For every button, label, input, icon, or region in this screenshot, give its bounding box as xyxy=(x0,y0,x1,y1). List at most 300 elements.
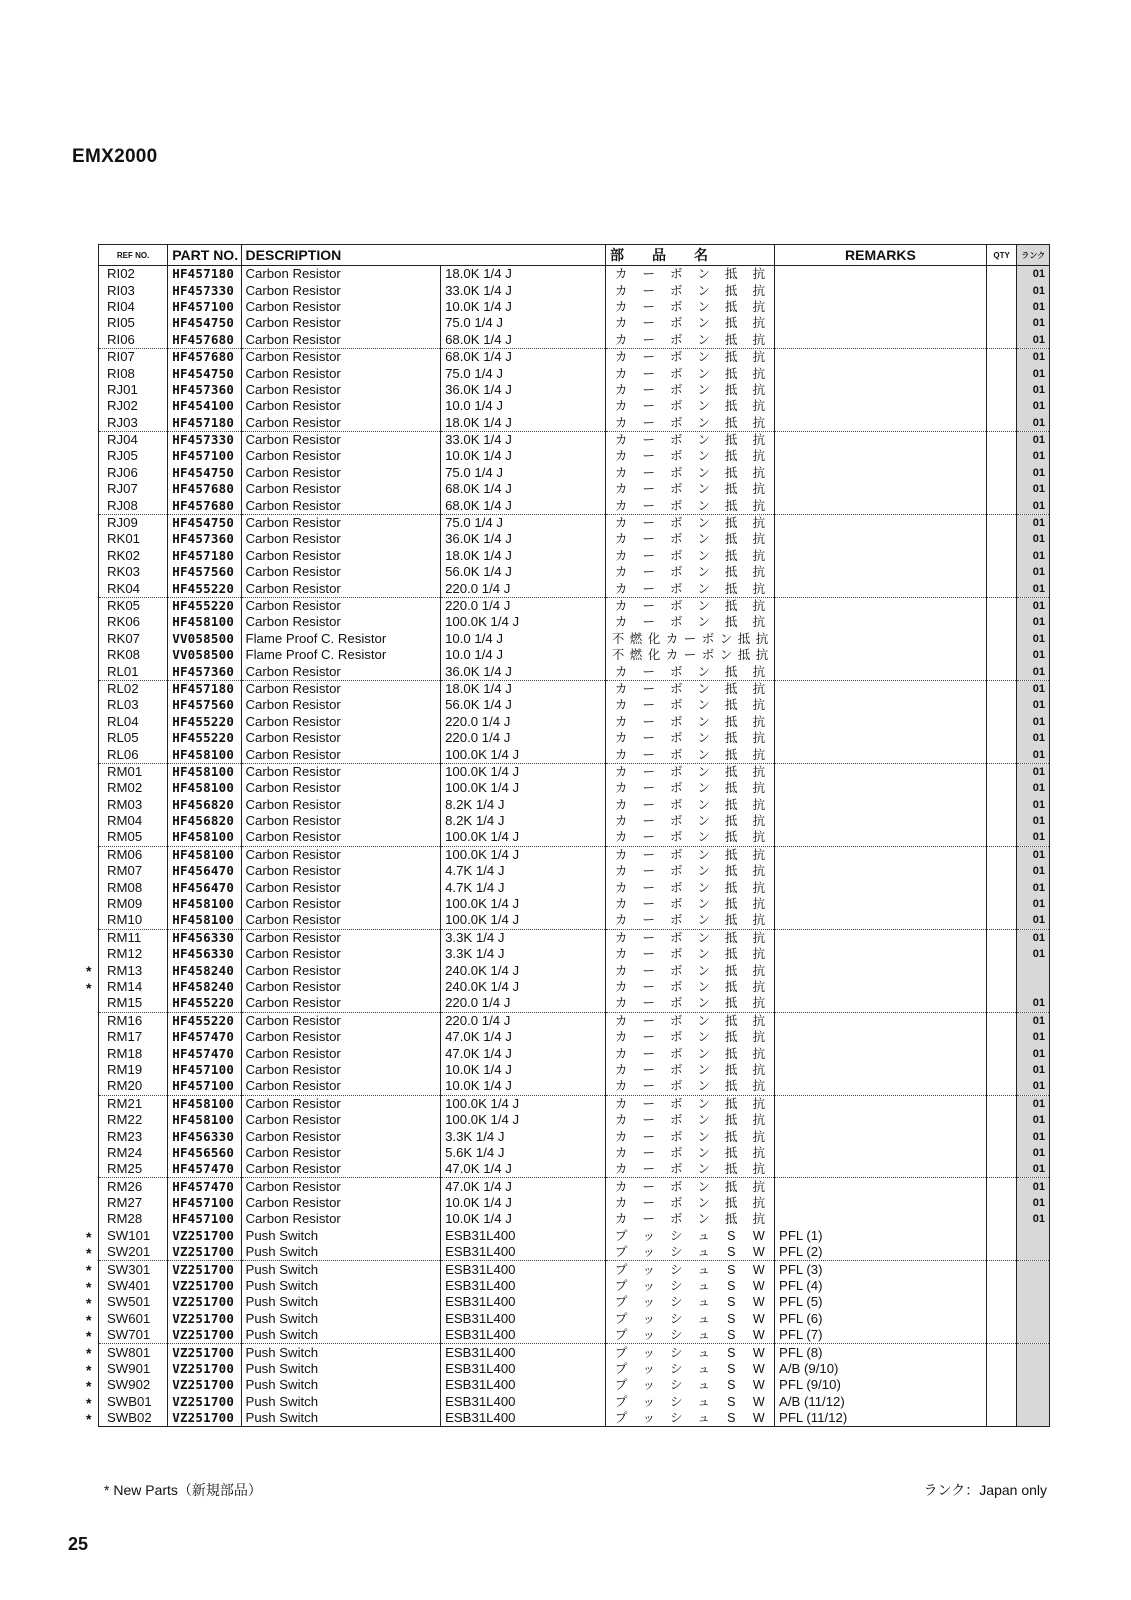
qty-cell xyxy=(986,266,1017,283)
part-no-cell: HF457100 xyxy=(168,1078,241,1095)
japanese-name-text: カ ー ボ ン 抵 抗 xyxy=(614,781,766,796)
japanese-name-cell xyxy=(606,1045,775,1061)
description-cell: Carbon Resistor xyxy=(241,1211,441,1227)
remarks-cell xyxy=(775,1161,987,1178)
part-no-cell: VZ251700 xyxy=(168,1361,241,1377)
description-cell: Carbon Resistor xyxy=(241,448,441,464)
remarks-cell xyxy=(775,564,987,580)
value-cell: 240.0K 1/4 J xyxy=(441,979,606,995)
part-no-cell: HF457470 xyxy=(168,1161,241,1178)
japanese-name-cell xyxy=(606,1377,775,1393)
part-no-cell: HF457180 xyxy=(168,680,241,697)
new-part-marker: * xyxy=(86,1361,92,1378)
qty-cell xyxy=(986,597,1017,614)
part-no-cell: VZ251700 xyxy=(168,1311,241,1327)
ref-no-cell: SW101 xyxy=(107,1227,151,1243)
japanese-name-text: プ ッ シ ュ S W xyxy=(614,1262,765,1277)
description-cell: Carbon Resistor xyxy=(241,780,441,796)
part-no-cell: VV058500 xyxy=(168,647,241,663)
qty-cell xyxy=(986,1228,1017,1244)
qty-cell xyxy=(986,580,1017,597)
part-no-cell: HF457470 xyxy=(168,1178,241,1195)
ref-no-cell: RM01 xyxy=(107,763,143,779)
japanese-name-text: カ ー ボ ン 抵 抗 xyxy=(614,498,766,513)
japanese-name-text: カ ー ボ ン 抵 抗 xyxy=(614,747,766,762)
rank-cell: 01 xyxy=(1017,481,1050,497)
japanese-name-text: カ ー ボ ン 抵 抗 xyxy=(614,864,766,879)
table-row xyxy=(99,1261,1050,1278)
ref-no-cell: SW201 xyxy=(99,1244,168,1261)
value-cell: 8.2K 1/4 J xyxy=(441,813,606,829)
table-row xyxy=(99,282,1050,298)
qty-cell xyxy=(986,1029,1017,1045)
value-cell: 220.0 1/4 J xyxy=(441,730,606,746)
description-cell: Carbon Resistor xyxy=(241,929,441,946)
ref-no-cell: RI08 xyxy=(107,365,135,381)
new-part-marker: * xyxy=(86,1228,92,1245)
table-row xyxy=(99,912,1050,929)
description-cell: Carbon Resistor xyxy=(241,680,441,697)
qty-cell xyxy=(986,1410,1017,1427)
value-cell: 100.0K 1/4 J xyxy=(441,896,606,912)
table-row xyxy=(99,979,1050,995)
part-no-cell: HF457180 xyxy=(168,548,241,564)
japanese-name-text: カ ー ボ ン 抵 抗 xyxy=(614,615,766,630)
description-cell: Carbon Resistor xyxy=(241,979,441,995)
qty-cell xyxy=(986,780,1017,796)
part-no-cell: HF457680 xyxy=(168,497,241,514)
part-no-cell: HF457680 xyxy=(168,332,241,349)
japanese-name-cell xyxy=(606,1278,775,1294)
remarks-cell xyxy=(775,465,987,481)
qty-cell xyxy=(986,564,1017,580)
remarks-cell xyxy=(775,912,987,929)
description-cell: Carbon Resistor xyxy=(241,1112,441,1128)
remarks-cell xyxy=(775,995,987,1012)
rank-cell: 01 xyxy=(1017,896,1050,912)
page-number: 25 xyxy=(68,1534,89,1554)
japanese-name-text: カ ー ボ ン 抵 抗 xyxy=(614,366,766,381)
qty-cell xyxy=(986,879,1017,895)
rank-cell: 01 xyxy=(1017,315,1050,331)
new-part-marker: * xyxy=(86,1261,92,1278)
japanese-name-cell xyxy=(606,714,775,730)
remarks-cell xyxy=(775,797,987,813)
table-row xyxy=(99,514,1050,531)
qty-cell xyxy=(986,1062,1017,1078)
ref-no-cell: RI02 xyxy=(107,266,135,282)
japanese-name-cell xyxy=(606,266,775,283)
remarks-cell xyxy=(775,680,987,697)
model-title: EMX2000 xyxy=(72,146,158,167)
japanese-name-text: カ ー ボ ン 抵 抗 xyxy=(614,1062,766,1077)
table-row xyxy=(99,946,1050,962)
japanese-name-cell xyxy=(606,846,775,863)
table-row xyxy=(99,332,1050,349)
value-cell: 75.0 1/4 J xyxy=(441,465,606,481)
part-no-cell: HF456470 xyxy=(168,879,241,895)
remarks-cell xyxy=(775,548,987,564)
value-cell: 100.0K 1/4 J xyxy=(441,614,606,630)
value-cell: 18.0K 1/4 J xyxy=(441,680,606,697)
description-cell: Carbon Resistor xyxy=(241,797,441,813)
japanese-name-cell xyxy=(606,1178,775,1195)
qty-cell xyxy=(986,763,1017,780)
ref-no-cell: RM24 xyxy=(107,1144,143,1160)
ref-no-cell: RK03 xyxy=(107,564,140,580)
japanese-name-cell xyxy=(606,663,775,680)
description-cell: Push Switch xyxy=(241,1377,441,1393)
value-cell: 100.0K 1/4 J xyxy=(441,763,606,780)
rank-cell: 01 xyxy=(1017,1078,1050,1095)
japanese-name-text: 不 燃 化 カ ー ボ ン 抵 抗 xyxy=(611,631,769,646)
qty-cell xyxy=(986,979,1017,995)
qty-cell xyxy=(986,531,1017,547)
value-cell: 220.0 1/4 J xyxy=(441,1012,606,1029)
ref-no-cell: RL04 xyxy=(107,713,139,729)
qty-cell xyxy=(986,465,1017,481)
qty-cell xyxy=(986,548,1017,564)
part-no-cell: HF456470 xyxy=(168,863,241,879)
value-cell: ESB31L400 xyxy=(441,1311,606,1327)
rank-cell: 01 xyxy=(1017,1128,1050,1144)
table-row xyxy=(99,896,1050,912)
description-cell: Carbon Resistor xyxy=(241,497,441,514)
part-no-cell: HF458240 xyxy=(168,962,241,978)
rank-cell: 01 xyxy=(1017,946,1050,962)
rank-cell: 01 xyxy=(1017,1095,1050,1112)
qty-cell xyxy=(986,1012,1017,1029)
qty-cell xyxy=(986,448,1017,464)
value-cell: 5.6K 1/4 J xyxy=(441,1145,606,1161)
part-no-cell: HF458100 xyxy=(168,829,241,846)
ref-no-cell: RM03 xyxy=(107,796,143,812)
part-no-cell: HF457360 xyxy=(168,531,241,547)
remarks-cell xyxy=(775,780,987,796)
description-cell: Push Switch xyxy=(241,1394,441,1410)
table-row xyxy=(99,564,1050,580)
rank-cell: 01 xyxy=(1017,680,1050,697)
japanese-name-text: カ ー ボ ン 抵 抗 xyxy=(614,814,766,829)
ref-no-cell: RJ04 xyxy=(107,432,138,448)
remarks-cell: PFL (1) xyxy=(775,1228,987,1244)
qty-cell xyxy=(986,647,1017,663)
table-row xyxy=(99,597,1050,614)
remarks-cell xyxy=(775,1211,987,1227)
rank-cell: 01 xyxy=(1017,631,1050,647)
value-cell: 36.0K 1/4 J xyxy=(441,382,606,398)
value-cell: 18.0K 1/4 J xyxy=(441,266,606,283)
japanese-name-text: カ ー ボ ン 抵 抗 xyxy=(614,1113,766,1128)
part-no-cell: VZ251700 xyxy=(168,1244,241,1261)
ref-no-cell: RL02 xyxy=(107,680,139,696)
value-cell: 68.0K 1/4 J xyxy=(441,332,606,349)
description-cell: Carbon Resistor xyxy=(241,829,441,846)
value-cell: 100.0K 1/4 J xyxy=(441,1112,606,1128)
japanese-name-cell xyxy=(606,1029,775,1045)
value-cell: ESB31L400 xyxy=(441,1294,606,1310)
japanese-name-cell xyxy=(606,1211,775,1227)
rank-cell xyxy=(1017,1377,1050,1393)
value-cell: 47.0K 1/4 J xyxy=(441,1178,606,1195)
qty-cell xyxy=(986,1311,1017,1327)
japanese-name-cell xyxy=(606,631,775,647)
japanese-name-cell xyxy=(606,1145,775,1161)
table-row xyxy=(99,1095,1050,1112)
japanese-name-text: プ ッ シ ュ S W xyxy=(614,1311,765,1326)
value-cell: ESB31L400 xyxy=(441,1278,606,1294)
description-cell: Carbon Resistor xyxy=(241,746,441,763)
header-jp-name: 部 品 名 xyxy=(606,245,775,266)
description-cell: Carbon Resistor xyxy=(241,846,441,863)
table-row xyxy=(99,1377,1050,1393)
remarks-cell: PFL (11/12) xyxy=(775,1410,987,1427)
part-no-cell: VZ251700 xyxy=(168,1377,241,1393)
table-row xyxy=(99,879,1050,895)
ref-no-cell: RM08 xyxy=(107,879,143,895)
ref-no-cell: SW501 xyxy=(107,1294,151,1310)
table-row xyxy=(99,730,1050,746)
table-row xyxy=(99,1311,1050,1327)
ref-no-cell: RJ05 xyxy=(107,448,138,464)
part-no-cell: HF457360 xyxy=(168,663,241,680)
japanese-name-text: カ ー ボ ン 抵 抗 xyxy=(614,599,766,613)
japanese-name-cell xyxy=(606,315,775,331)
value-cell: ESB31L400 xyxy=(441,1261,606,1278)
japanese-name-cell xyxy=(606,614,775,630)
ref-no-cell: RM07 xyxy=(107,863,143,879)
ref-no-cell: RM12 xyxy=(107,946,143,962)
part-no-cell: HF456330 xyxy=(168,1128,241,1144)
japanese-name-text: カ ー ボ ン 抵 抗 xyxy=(614,930,766,945)
rank-cell: 01 xyxy=(1017,1012,1050,1029)
value-cell: 100.0K 1/4 J xyxy=(441,780,606,796)
table-row xyxy=(99,1012,1050,1029)
table-row xyxy=(99,266,1050,283)
qty-cell xyxy=(986,299,1017,315)
value-cell: ESB31L400 xyxy=(441,1244,606,1261)
table-header-row xyxy=(99,245,1050,266)
description-cell: Push Switch xyxy=(241,1278,441,1294)
remarks-cell xyxy=(775,962,987,978)
remarks-cell xyxy=(775,1029,987,1045)
ref-no-cell: RM27 xyxy=(107,1195,143,1211)
japanese-name-cell xyxy=(606,1161,775,1178)
table-row xyxy=(99,348,1050,365)
header-remarks: REMARKS xyxy=(775,245,987,266)
rank-cell: 01 xyxy=(1017,879,1050,895)
rank-cell xyxy=(1017,979,1050,995)
ref-no-cell: RM20 xyxy=(99,1078,168,1095)
table-row xyxy=(99,398,1050,414)
japanese-name-text: カ ー ボ ン 抵 抗 xyxy=(614,482,766,497)
ref-no-cell: RI03 xyxy=(107,282,135,298)
part-no-cell: HF457360 xyxy=(168,382,241,398)
qty-cell xyxy=(986,1195,1017,1211)
japanese-name-cell xyxy=(606,1361,775,1377)
part-no-cell: VZ251700 xyxy=(168,1261,241,1278)
table-row xyxy=(99,580,1050,597)
qty-cell xyxy=(986,1145,1017,1161)
remarks-cell xyxy=(775,266,987,283)
rank-cell: 01 xyxy=(1017,863,1050,879)
description-cell: Carbon Resistor xyxy=(241,962,441,978)
japanese-name-cell xyxy=(606,863,775,879)
table-row xyxy=(99,1410,1050,1427)
description-cell: Push Switch xyxy=(241,1228,441,1244)
japanese-name-cell xyxy=(606,1012,775,1029)
description-cell: Carbon Resistor xyxy=(241,879,441,895)
rank-cell: 01 xyxy=(1017,846,1050,863)
description-cell: Carbon Resistor xyxy=(241,912,441,929)
rank-cell: 01 xyxy=(1017,398,1050,414)
value-cell: 220.0 1/4 J xyxy=(441,597,606,614)
header-qty: QTY xyxy=(986,245,1017,266)
remarks-cell xyxy=(775,531,987,547)
qty-cell xyxy=(986,797,1017,813)
qty-cell xyxy=(986,1361,1017,1377)
part-no-cell: HF458100 xyxy=(168,1112,241,1128)
rank-cell: 01 xyxy=(1017,663,1050,680)
rank-cell: 01 xyxy=(1017,929,1050,946)
part-no-cell: HF457470 xyxy=(168,1045,241,1061)
japanese-name-text: カ ー ボ ン 抵 抗 xyxy=(614,1096,766,1111)
remarks-cell xyxy=(775,497,987,514)
qty-cell xyxy=(986,946,1017,962)
rank-cell: 01 xyxy=(1017,697,1050,713)
rank-cell xyxy=(1017,1344,1050,1361)
description-cell: Carbon Resistor xyxy=(241,1128,441,1144)
table-row xyxy=(99,431,1050,448)
value-cell: 47.0K 1/4 J xyxy=(441,1045,606,1061)
description-cell: Carbon Resistor xyxy=(241,465,441,481)
remarks-cell xyxy=(775,431,987,448)
ref-no-cell: RM09 xyxy=(107,896,143,912)
remarks-cell xyxy=(775,382,987,398)
qty-cell xyxy=(986,863,1017,879)
remarks-cell xyxy=(775,1045,987,1061)
ref-no-cell: RJ02 xyxy=(107,398,138,414)
japanese-name-text: カ ー ボ ン 抵 抗 xyxy=(614,947,766,962)
table-row xyxy=(99,1361,1050,1377)
description-cell: Push Switch xyxy=(241,1294,441,1310)
value-cell: 33.0K 1/4 J xyxy=(441,431,606,448)
description-cell: Push Switch xyxy=(241,1410,441,1427)
qty-cell xyxy=(986,348,1017,365)
part-no-cell: HF458240 xyxy=(168,979,241,995)
ref-no-cell: RL05 xyxy=(107,730,139,746)
part-no-cell: HF458100 xyxy=(168,846,241,863)
japanese-name-cell xyxy=(606,780,775,796)
ref-no-cell: RK06 xyxy=(107,614,140,630)
japanese-name-text: カ ー ボ ン 抵 抗 xyxy=(614,299,766,314)
part-no-cell: HF455220 xyxy=(168,714,241,730)
description-cell: Carbon Resistor xyxy=(241,398,441,414)
remarks-cell xyxy=(775,614,987,630)
rank-cell: 01 xyxy=(1017,282,1050,298)
table-row xyxy=(99,1294,1050,1310)
rank-cell: 01 xyxy=(1017,382,1050,398)
japanese-name-text: カ ー ボ ン 抵 抗 xyxy=(614,449,766,464)
value-cell: ESB31L400 xyxy=(441,1228,606,1244)
qty-cell xyxy=(986,1211,1017,1227)
description-cell: Carbon Resistor xyxy=(241,1178,441,1195)
remarks-cell xyxy=(775,1178,987,1195)
description-cell: Carbon Resistor xyxy=(241,730,441,746)
japanese-name-cell xyxy=(606,697,775,713)
description-cell: Carbon Resistor xyxy=(241,1029,441,1045)
japanese-name-text: カ ー ボ ン 抵 抗 xyxy=(614,1196,766,1211)
description-cell: Carbon Resistor xyxy=(241,995,441,1012)
table-row xyxy=(99,1161,1050,1178)
japanese-name-cell xyxy=(606,979,775,995)
japanese-name-cell xyxy=(606,995,775,1012)
description-cell: Carbon Resistor xyxy=(241,763,441,780)
japanese-name-cell xyxy=(606,829,775,846)
ref-no-cell: RI07 xyxy=(107,349,135,365)
qty-cell xyxy=(986,365,1017,381)
qty-cell xyxy=(986,746,1017,763)
ref-no-cell: RM22 xyxy=(107,1112,143,1128)
japanese-name-text: カ ー ボ ン 抵 抗 xyxy=(614,698,766,713)
part-no-cell: HF454750 xyxy=(168,514,241,531)
part-no-cell: HF454750 xyxy=(168,365,241,381)
description-cell: Flame Proof C. Resistor xyxy=(241,647,441,663)
remarks-cell xyxy=(775,580,987,597)
japanese-name-text: カ ー ボ ン 抵 抗 xyxy=(614,880,766,895)
rank-cell: 01 xyxy=(1017,1195,1050,1211)
value-cell: 100.0K 1/4 J xyxy=(441,1095,606,1112)
table-row xyxy=(99,1344,1050,1361)
japanese-name-cell xyxy=(606,647,775,663)
part-no-cell: HF457180 xyxy=(168,415,241,432)
part-no-cell: HF456820 xyxy=(168,813,241,829)
description-cell: Carbon Resistor xyxy=(241,1045,441,1061)
japanese-name-cell xyxy=(606,548,775,564)
value-cell: 10.0 1/4 J xyxy=(441,647,606,663)
description-cell: Carbon Resistor xyxy=(241,614,441,630)
rank-cell: 01 xyxy=(1017,813,1050,829)
value-cell: 10.0K 1/4 J xyxy=(441,1062,606,1078)
rank-cell: 01 xyxy=(1017,564,1050,580)
japanese-name-text: カ ー ボ ン 抵 抗 xyxy=(614,1079,766,1094)
description-cell: Carbon Resistor xyxy=(241,1012,441,1029)
part-no-cell: VV058500 xyxy=(168,631,241,647)
remarks-cell xyxy=(775,448,987,464)
remarks-cell xyxy=(775,365,987,381)
rank-cell: 01 xyxy=(1017,1029,1050,1045)
table-row xyxy=(99,647,1050,663)
remarks-cell xyxy=(775,763,987,780)
part-no-cell: HF455220 xyxy=(168,730,241,746)
value-cell: 4.7K 1/4 J xyxy=(441,863,606,879)
japanese-name-text: カ ー ボ ン 抵 抗 xyxy=(614,1129,766,1144)
part-no-cell: HF458100 xyxy=(168,614,241,630)
ref-no-cell: RM19 xyxy=(107,1061,143,1077)
remarks-cell xyxy=(775,663,987,680)
ref-no-cell: RI04 xyxy=(107,298,135,314)
value-cell: 75.0 1/4 J xyxy=(441,514,606,531)
description-cell: Carbon Resistor xyxy=(241,1095,441,1112)
japanese-name-cell xyxy=(606,929,775,946)
rank-cell: 01 xyxy=(1017,614,1050,630)
value-cell: 3.3K 1/4 J xyxy=(441,946,606,962)
ref-no-cell: RK05 xyxy=(107,598,140,613)
japanese-name-cell xyxy=(606,299,775,315)
new-part-marker: * xyxy=(86,1278,92,1295)
qty-cell xyxy=(986,912,1017,929)
qty-cell xyxy=(986,995,1017,1012)
